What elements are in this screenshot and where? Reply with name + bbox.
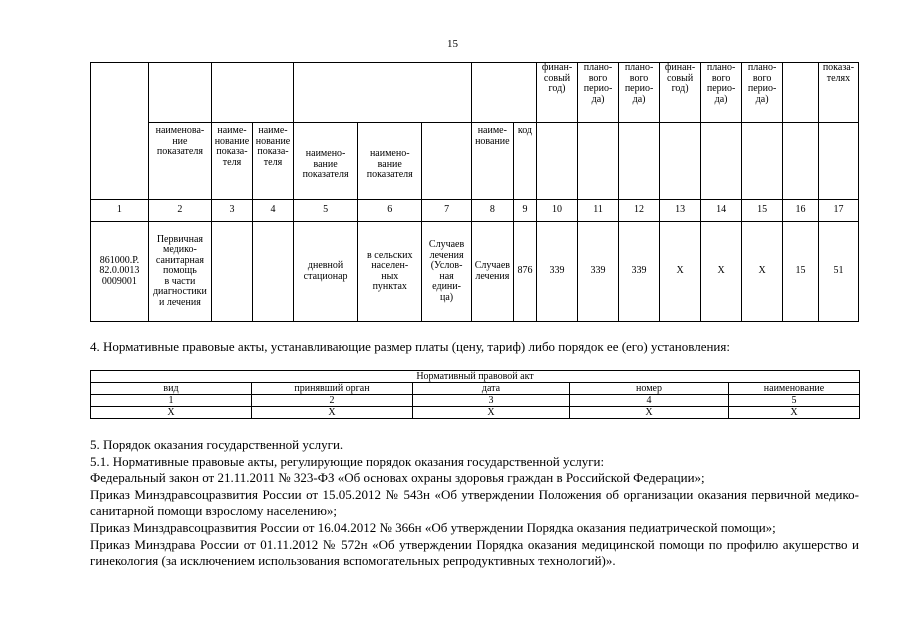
header-cell-8: наиме- нование — [471, 123, 513, 200]
column-number: 14 — [701, 200, 742, 222]
column-number: 5 — [294, 200, 358, 222]
table-cell: X — [91, 407, 252, 419]
column-number: 17 — [818, 200, 858, 222]
page-number: 15 — [447, 38, 458, 50]
column-number: 8 — [471, 200, 513, 222]
table-cell: X — [252, 407, 413, 419]
column-number: 1 — [91, 395, 252, 407]
value-cell: 51 — [818, 222, 858, 322]
header-cell-4: наиме- нование показа- теля — [252, 123, 293, 200]
column-number: 9 — [513, 200, 536, 222]
table-cell: X — [729, 407, 860, 419]
column-header: дата — [413, 383, 570, 395]
column-header: вид — [91, 383, 252, 395]
header-cell-10: финан- совый год) — [537, 63, 578, 123]
column-number: 4 — [252, 200, 293, 222]
legal-acts-table — [90, 370, 860, 419]
column-number: 13 — [660, 200, 701, 222]
value-cell: X — [660, 222, 701, 322]
legal-act-line: Приказ Минздравсоцразвития России от 16.04.2012 № 366н «Об утверждении Порядка оказания педиатрической помощи»; — [90, 519, 776, 535]
header-cell-2: наименова- ние показателя — [148, 123, 211, 200]
header-cell-17: показа- телях — [818, 63, 858, 123]
header-cell-5: наимено- вание показателя — [294, 123, 358, 200]
condition-cell: дневной стационар — [294, 222, 358, 322]
table-cell: X — [413, 407, 570, 419]
location-cell: в сельских населен- ных пунктах — [358, 222, 422, 322]
section-5 — [90, 437, 859, 570]
column-header: наименование — [729, 383, 860, 395]
table-header-row-top — [91, 63, 859, 123]
table-row — [91, 222, 859, 322]
column-header: номер — [570, 383, 729, 395]
column-number: 2 — [252, 395, 413, 407]
column-number: 2 — [148, 200, 211, 222]
legal-act-line: Приказ Минздравсоцразвития России от 15.05.2012 № 543н «Об утверждении Положения об организации оказания первичной медико-санитарной помощи взрослому населению»; — [90, 486, 859, 519]
legal-act-line: Приказ Минздрава России от 01.11.2012 № 572н «Об утверждении Порядка оказания медицинской помощи по профилю акушерство и гинекология (за исключением использования вспомогательных репродуктивных технологий)». — [90, 536, 859, 569]
column-number: 1 — [91, 200, 149, 222]
column-header: принявший орган — [252, 383, 413, 395]
column-number: 10 — [537, 200, 578, 222]
column-number-row — [91, 200, 859, 222]
header-cell-6: наимено- вание показателя — [358, 123, 422, 200]
registry-number-cell: 861000.Р. 82.0.0013 0009001 — [91, 222, 149, 322]
header-cell-9: код — [513, 123, 536, 200]
column-number: 11 — [578, 200, 619, 222]
section-5-1-subtitle: 5.1. Нормативные правовые акты, регулирующие порядок оказания государственной услуги: — [90, 453, 605, 469]
section-5-title: 5. Порядок оказания государственной услуги. — [90, 437, 344, 452]
value-cell: X — [742, 222, 783, 322]
indicator-cell: Случаев лечения (Услов- ная едини- ца) — [422, 222, 471, 322]
header-cell-3: наиме- нование показа- теля — [211, 123, 252, 200]
column-number: 3 — [413, 395, 570, 407]
value-cell: 339 — [619, 222, 660, 322]
column-number: 4 — [570, 395, 729, 407]
value-cell: 339 — [578, 222, 619, 322]
table-header-row — [91, 383, 860, 395]
legal-acts-table-title: Нормативный правовой акт — [91, 371, 860, 383]
table-cell — [211, 222, 252, 322]
column-number: 12 — [619, 200, 660, 222]
table-cell — [252, 222, 293, 322]
header-cell-13: финан- совый год) — [660, 63, 701, 123]
legal-act-line: Федеральный закон от 21.11.2011 № 323-ФЗ «Об основах охраны здоровья граждан в Российской Федерации»; — [90, 470, 705, 486]
header-cell-14: плано- вого перио- да) — [701, 63, 742, 123]
column-number: 3 — [211, 200, 252, 222]
table-cell: X — [570, 407, 729, 419]
value-cell: X — [701, 222, 742, 322]
unit-name-cell: Случаев лечения — [471, 222, 513, 322]
service-name-cell: Первичная медико- санитарная помощь в части диагностики и лечения — [148, 222, 211, 322]
table-title-row — [91, 371, 860, 383]
section-4-title: 4. Нормативные правовые акты, устанавливающие размер платы (цену, тариф) либо порядок ее (его) установления: — [90, 339, 730, 354]
unit-code-cell: 876 — [513, 222, 536, 322]
table-header-row-sub — [91, 123, 859, 200]
value-cell: 339 — [537, 222, 578, 322]
header-cell-15: плано- вого перио- да) — [742, 63, 783, 123]
column-number: 5 — [729, 395, 860, 407]
column-number: 16 — [783, 200, 819, 222]
column-number: 7 — [422, 200, 471, 222]
column-number-row — [91, 395, 860, 407]
column-number: 6 — [358, 200, 422, 222]
value-cell: 15 — [783, 222, 819, 322]
service-volume-table — [90, 62, 859, 322]
column-number: 15 — [742, 200, 783, 222]
header-cell-12: плано- вого перио- да) — [619, 63, 660, 123]
header-cell-11: плано- вого перио- да) — [578, 63, 619, 123]
table-row — [91, 407, 860, 419]
